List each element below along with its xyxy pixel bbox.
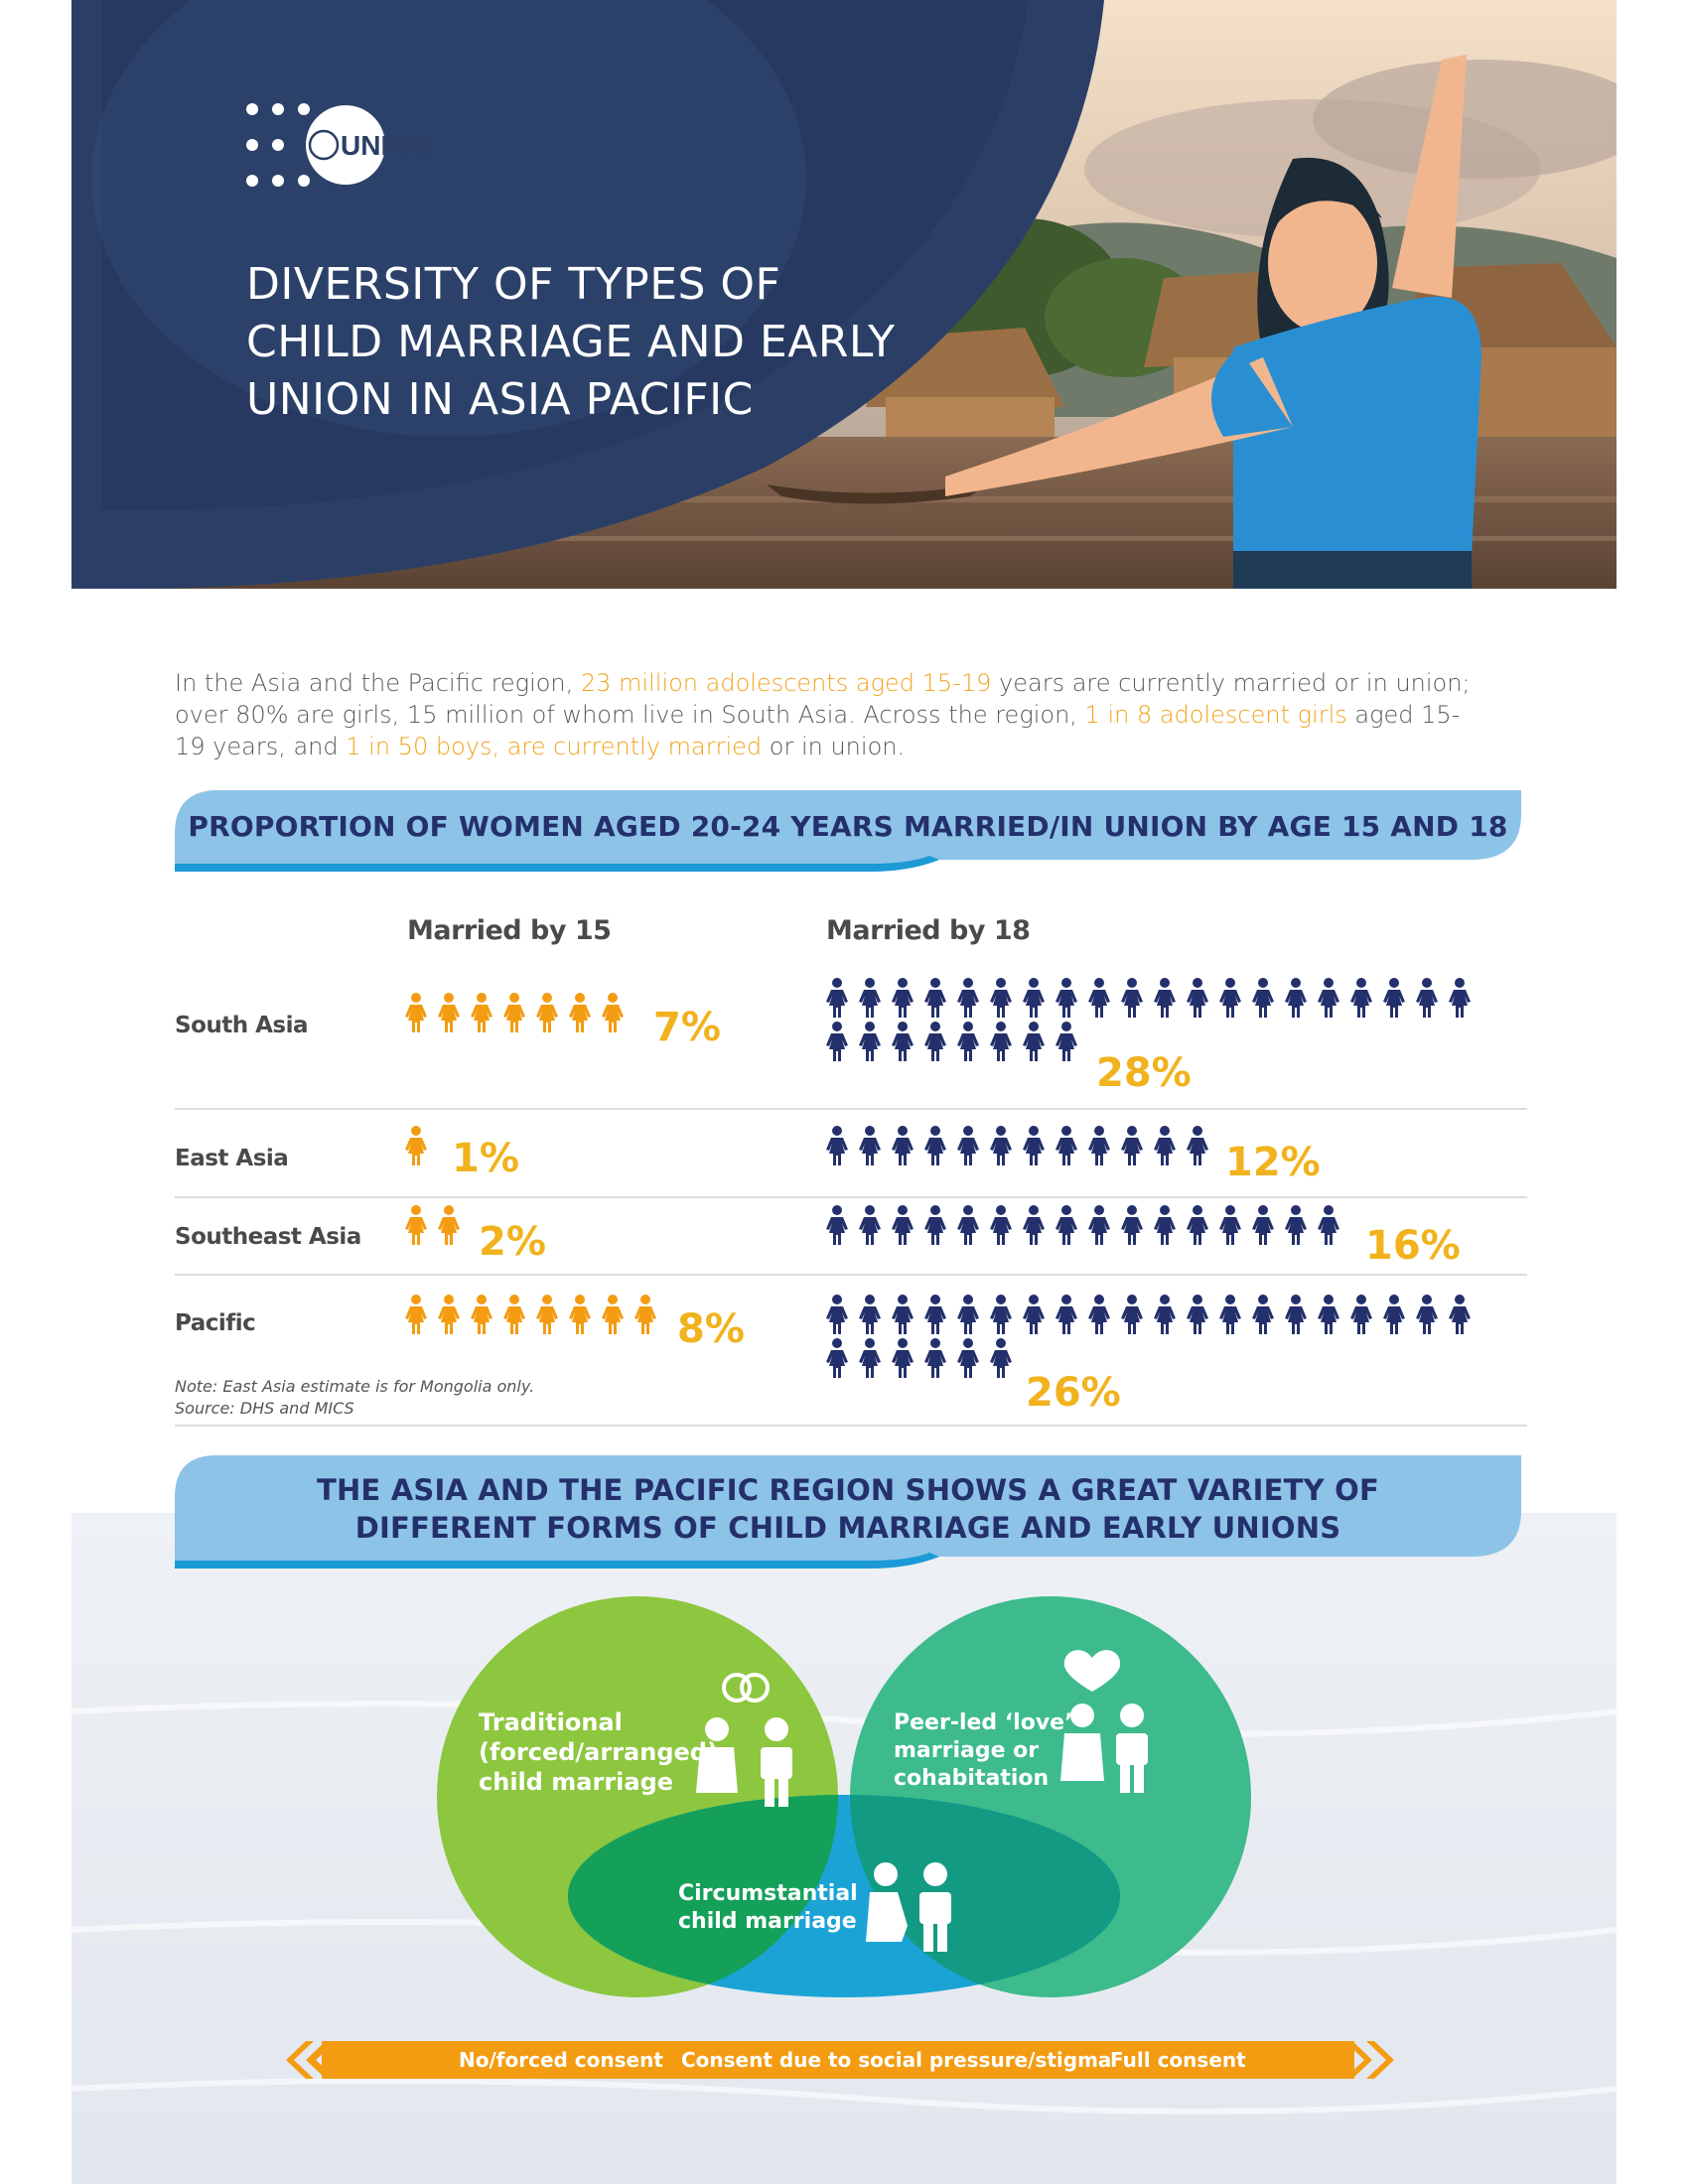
section-title-line-2: DIFFERENT FORMS OF CHILD MARRIAGE AND EARLY UNIONS (354, 1511, 1341, 1545)
section-title-line-1: THE ASIA AND THE PACIFIC REGION SHOWS A GREAT VARIETY OF (316, 1473, 1380, 1507)
girl-person-icon (990, 1205, 1012, 1245)
girl-person-icon (924, 978, 946, 1018)
intro-text-2: years are currently married or in union; over 80% are girls, 15 million of whom live in South Asia. Across the region, (175, 669, 1471, 729)
girl-person-icon (536, 993, 558, 1032)
girl-person-icon (990, 1022, 1012, 1061)
note-text: Note: East Asia estimate is for Mongolia only. (175, 1377, 535, 1396)
girl-person-icon (1219, 978, 1241, 1018)
girl-person-icon (569, 1295, 591, 1334)
pct-pacific-by15: 8% (677, 1306, 745, 1352)
girl-person-icon (1055, 1126, 1077, 1165)
girl-person-icon (405, 1295, 427, 1334)
venn-label-line: Traditional (479, 1708, 623, 1736)
consent-label-social: Consent due to social pressure/stigma (681, 2048, 1112, 2072)
girl-person-icon (1318, 978, 1339, 1018)
girl-person-icon (1088, 1205, 1110, 1245)
venn-shapes (397, 1588, 1291, 2005)
icon-array (826, 1126, 1219, 1169)
icons-east-asia-by18 (826, 1126, 1219, 1174)
icons-pacific-by18 (826, 1295, 1481, 1387)
girl-person-icon (826, 1338, 848, 1378)
consent-label-none: No/forced consent (459, 2048, 663, 2072)
girl-person-icon (503, 1295, 525, 1334)
girl-person-icon (957, 1126, 979, 1165)
icons-east-asia-by15 (405, 1126, 438, 1174)
girl-person-icon (990, 1126, 1012, 1165)
girl-person-icon (1416, 1295, 1438, 1334)
row-divider (175, 1196, 1527, 1198)
venn-label-circumstantial (678, 1880, 858, 1936)
intro-text-1: In the Asia and the Pacific region, (175, 669, 581, 697)
girl-person-icon (471, 1295, 492, 1334)
girl-person-icon (1318, 1205, 1339, 1245)
intro-highlight-1: 23 million adolescents aged 15-19 (580, 669, 992, 697)
girl-person-icon (990, 978, 1012, 1018)
intro-text-3: aged 15-19 years, and (175, 701, 1461, 760)
girl-person-icon (602, 1295, 624, 1334)
venn-label-traditional (479, 1707, 718, 1797)
icons-southeast-asia-by18 (826, 1205, 1350, 1254)
girl-person-icon (1121, 978, 1143, 1018)
girl-person-icon (924, 1338, 946, 1378)
section-header-proportion (175, 786, 1521, 876)
girl-person-icon (1055, 1295, 1077, 1334)
girl-person-icon (1383, 1295, 1405, 1334)
girl-person-icon (503, 993, 525, 1032)
girl-person-icon (826, 1295, 848, 1334)
row-divider (175, 1108, 1527, 1110)
venn-label-line: cohabitation (894, 1766, 1050, 1791)
column-header-by15: Married by 15 (407, 915, 612, 946)
girl-person-icon (1187, 978, 1208, 1018)
intro-text-4: or in union. (762, 733, 906, 760)
girl-person-icon (892, 1295, 914, 1334)
intro-highlight-3: 1 in 50 boys, are currently married (346, 733, 763, 760)
title-line-3: UNION IN ASIA PACIFIC (246, 374, 754, 425)
girl-person-icon (405, 993, 427, 1032)
girl-person-icon (826, 1126, 848, 1165)
girl-person-icon (438, 1295, 460, 1334)
intro-paragraph (175, 667, 1485, 762)
source-text: Source: DHS and MICS (175, 1399, 354, 1418)
girl-person-icon (892, 1022, 914, 1061)
icon-array (826, 1295, 1481, 1382)
pct-east-asia-by15: 1% (452, 1136, 519, 1181)
girl-person-icon (924, 1126, 946, 1165)
column-header-by18: Married by 18 (826, 915, 1031, 946)
section-title-proportion: PROPORTION OF WOMEN AGED 20-24 YEARS MARRIED/IN UNION BY AGE 15 AND 18 (188, 810, 1508, 843)
girl-person-icon (438, 1205, 460, 1245)
girl-person-icon (892, 1205, 914, 1245)
hero-banner (71, 0, 1617, 589)
girl-person-icon (1318, 1295, 1339, 1334)
girl-person-icon (1088, 1126, 1110, 1165)
girl-person-icon (1154, 1295, 1176, 1334)
girl-person-icon (957, 1295, 979, 1334)
girl-person-icon (957, 1205, 979, 1245)
girl-person-icon (859, 1205, 881, 1245)
row-label-pacific: Pacific (175, 1310, 256, 1336)
girl-person-icon (924, 1205, 946, 1245)
title-line-2: CHILD MARRIAGE AND EARLY (246, 317, 896, 367)
girl-person-icon (1023, 1022, 1045, 1061)
girl-person-icon (1219, 1295, 1241, 1334)
girl-person-icon (892, 978, 914, 1018)
row-divider (175, 1425, 1527, 1427)
girl-person-icon (471, 993, 492, 1032)
pct-south-asia-by18: 28% (1096, 1050, 1192, 1096)
girl-person-icon (405, 1205, 427, 1245)
girl-person-icon (1023, 1126, 1045, 1165)
girl-person-icon (438, 993, 460, 1032)
venn-label-line: Circumstantial (678, 1881, 858, 1906)
girl-person-icon (1219, 1205, 1241, 1245)
girl-person-icon (1154, 1126, 1176, 1165)
girl-person-icon (1285, 978, 1307, 1018)
girl-person-icon (1350, 1295, 1372, 1334)
girl-person-icon (1023, 1205, 1045, 1245)
girl-person-icon (1285, 1205, 1307, 1245)
girl-person-icon (1187, 1126, 1208, 1165)
title-line-1: DIVERSITY OF TYPES OF (246, 259, 781, 310)
girl-person-icon (957, 1338, 979, 1378)
girl-person-icon (826, 1022, 848, 1061)
girl-person-icon (1285, 1295, 1307, 1334)
icons-south-asia-by15 (405, 993, 634, 1041)
girl-person-icon (1055, 1022, 1077, 1061)
girl-person-icon (1252, 1295, 1274, 1334)
girl-person-icon (859, 978, 881, 1018)
girl-person-icon (892, 1126, 914, 1165)
girl-person-icon (1088, 978, 1110, 1018)
table-note (175, 1376, 534, 1420)
row-label-east-asia: East Asia (175, 1146, 289, 1171)
girl-person-icon (957, 978, 979, 1018)
row-divider (175, 1274, 1527, 1276)
venn-label-line: child marriage (678, 1909, 857, 1934)
girl-person-icon (1252, 978, 1274, 1018)
venn-label-peer (894, 1709, 1072, 1793)
girl-person-icon (405, 1126, 427, 1165)
girl-person-icon (859, 1338, 881, 1378)
girl-person-icon (859, 1126, 881, 1165)
girl-person-icon (957, 1022, 979, 1061)
girl-person-icon (1449, 1295, 1471, 1334)
girl-person-icon (1187, 1205, 1208, 1245)
icons-pacific-by15 (405, 1295, 667, 1343)
icon-array (405, 1126, 438, 1169)
girl-person-icon (1088, 1295, 1110, 1334)
unfpa-logo (246, 103, 435, 193)
icon-array (405, 1205, 471, 1249)
pct-south-asia-by15: 7% (653, 1005, 721, 1050)
consent-label-full: Full consent (1110, 2048, 1246, 2072)
girl-person-icon (634, 1295, 656, 1334)
icon-array (405, 1295, 667, 1338)
girl-person-icon (924, 1295, 946, 1334)
girl-person-icon (1154, 978, 1176, 1018)
girl-person-icon (924, 1022, 946, 1061)
section-title-variety (175, 1471, 1521, 1547)
girl-person-icon (1187, 1295, 1208, 1334)
girl-person-icon (1055, 1205, 1077, 1245)
section-header-variety (175, 1451, 1521, 1572)
girl-person-icon (1023, 1295, 1045, 1334)
page-title (246, 256, 1001, 429)
pct-pacific-by18: 26% (1026, 1370, 1121, 1416)
girl-person-icon (1121, 1126, 1143, 1165)
girl-person-icon (1383, 978, 1405, 1018)
girl-person-icon (1252, 1205, 1274, 1245)
girl-person-icon (990, 1295, 1012, 1334)
icon-array (826, 1205, 1350, 1249)
girl-person-icon (859, 1295, 881, 1334)
row-label-southeast-asia: Southeast Asia (175, 1224, 361, 1250)
pct-southeast-asia-by18: 16% (1365, 1223, 1461, 1269)
girl-person-icon (1350, 978, 1372, 1018)
girl-person-icon (1121, 1295, 1143, 1334)
girl-person-icon (1449, 978, 1471, 1018)
girl-person-icon (826, 1205, 848, 1245)
girl-person-icon (1121, 1205, 1143, 1245)
girl-person-icon (569, 993, 591, 1032)
venn-label-line: Peer-led ‘love’ (894, 1710, 1073, 1735)
icon-array (405, 993, 634, 1036)
icons-southeast-asia-by15 (405, 1205, 471, 1254)
venn-label-line: child marriage (479, 1768, 674, 1796)
girl-person-icon (990, 1338, 1012, 1378)
girl-person-icon (892, 1338, 914, 1378)
girl-person-icon (536, 1295, 558, 1334)
pct-east-asia-by18: 12% (1225, 1140, 1321, 1185)
girl-person-icon (1023, 978, 1045, 1018)
venn-label-line: (forced/arranged) (479, 1738, 718, 1766)
girl-person-icon (602, 993, 624, 1032)
pct-southeast-asia-by15: 2% (479, 1219, 546, 1265)
logo-text: UNFPA (341, 130, 435, 161)
venn-diagram (397, 1588, 1291, 2005)
girl-person-icon (859, 1022, 881, 1061)
girl-person-icon (1154, 1205, 1176, 1245)
girl-person-icon (1055, 978, 1077, 1018)
girl-person-icon (1416, 978, 1438, 1018)
girl-person-icon (826, 978, 848, 1018)
venn-label-line: marriage or (894, 1738, 1040, 1763)
intro-highlight-2: 1 in 8 adolescent girls (1084, 701, 1347, 729)
row-label-south-asia: South Asia (175, 1013, 309, 1038)
